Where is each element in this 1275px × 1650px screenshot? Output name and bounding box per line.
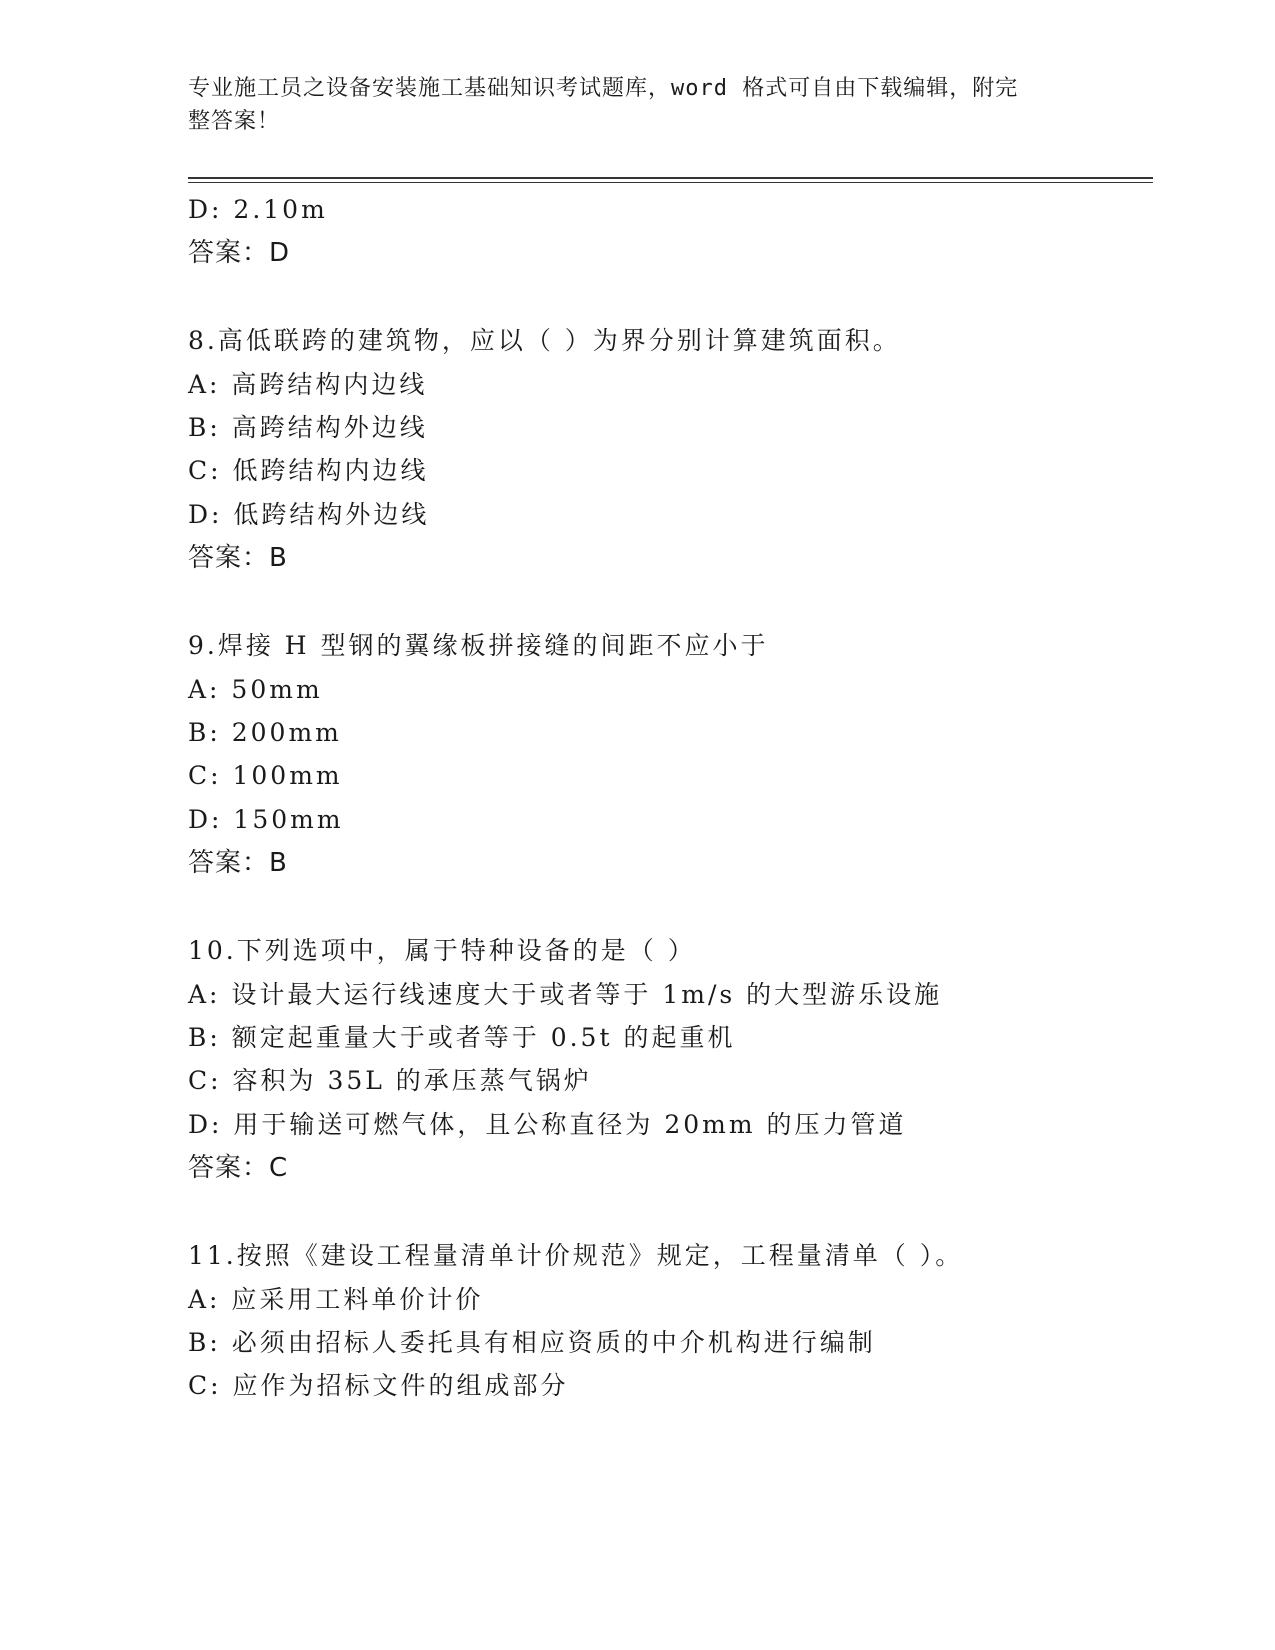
q11-question: 11.按照《建设工程量清单计价规范》规定，工程量清单（ ）。 bbox=[188, 1241, 964, 1270]
prev-option-d: D: 2.10m bbox=[188, 195, 328, 224]
document-header bbox=[188, 72, 1068, 138]
header-rule-thick bbox=[188, 177, 1153, 179]
q10-option-d: D: 用于输送可燃气体，且公称直径为 20mm 的压力管道 bbox=[188, 1110, 907, 1139]
q8-question: 8.高低联跨的建筑物，应以（ ）为界分别计算建筑面积。 bbox=[188, 326, 901, 355]
q8-answer: 答案：B bbox=[188, 543, 288, 573]
header-line-2: 整答案！ bbox=[188, 109, 281, 134]
q10-answer: 答案：C bbox=[188, 1153, 289, 1183]
header-rule-thin bbox=[188, 182, 1153, 183]
q11-option-c: C: 应作为招标文件的组成部分 bbox=[188, 1371, 569, 1400]
q11-option-a: A: 应采用工料单价计价 bbox=[188, 1285, 484, 1314]
q10-option-c: C: 容积为 35L 的承压蒸气锅炉 bbox=[188, 1066, 592, 1095]
q8-option-d: D: 低跨结构外边线 bbox=[188, 500, 430, 529]
q9-option-a: A: 50mm bbox=[188, 675, 323, 704]
header-line-1: 专业施工员之设备安装施工基础知识考试题库，word 格式可自由下载编辑，附完 bbox=[188, 76, 1019, 101]
q10-option-b: B: 额定起重量大于或者等于 0.5t 的起重机 bbox=[188, 1023, 736, 1052]
q9-option-b: B: 200mm bbox=[188, 718, 342, 747]
q9-option-c: C: 100mm bbox=[188, 761, 343, 790]
q8-option-a: A: 高跨结构内边线 bbox=[188, 370, 428, 399]
q9-question: 9.焊接 H 型钢的翼缘板拼接缝的间距不应小于 bbox=[188, 631, 769, 660]
q8-option-b: B: 高跨结构外边线 bbox=[188, 413, 428, 442]
q10-option-a: A: 设计最大运行线速度大于或者等于 1m/s 的大型游乐设施 bbox=[188, 980, 943, 1009]
q9-option-d: D: 150mm bbox=[188, 805, 344, 834]
q9-answer: 答案：B bbox=[188, 848, 288, 878]
q8-option-c: C: 低跨结构内边线 bbox=[188, 456, 429, 485]
q10-question: 10.下列选项中，属于特种设备的是（ ） bbox=[188, 936, 696, 965]
prev-answer: 答案：D bbox=[188, 238, 291, 268]
q11-option-b: B: 必须由招标人委托具有相应资质的中介机构进行编制 bbox=[188, 1328, 876, 1357]
